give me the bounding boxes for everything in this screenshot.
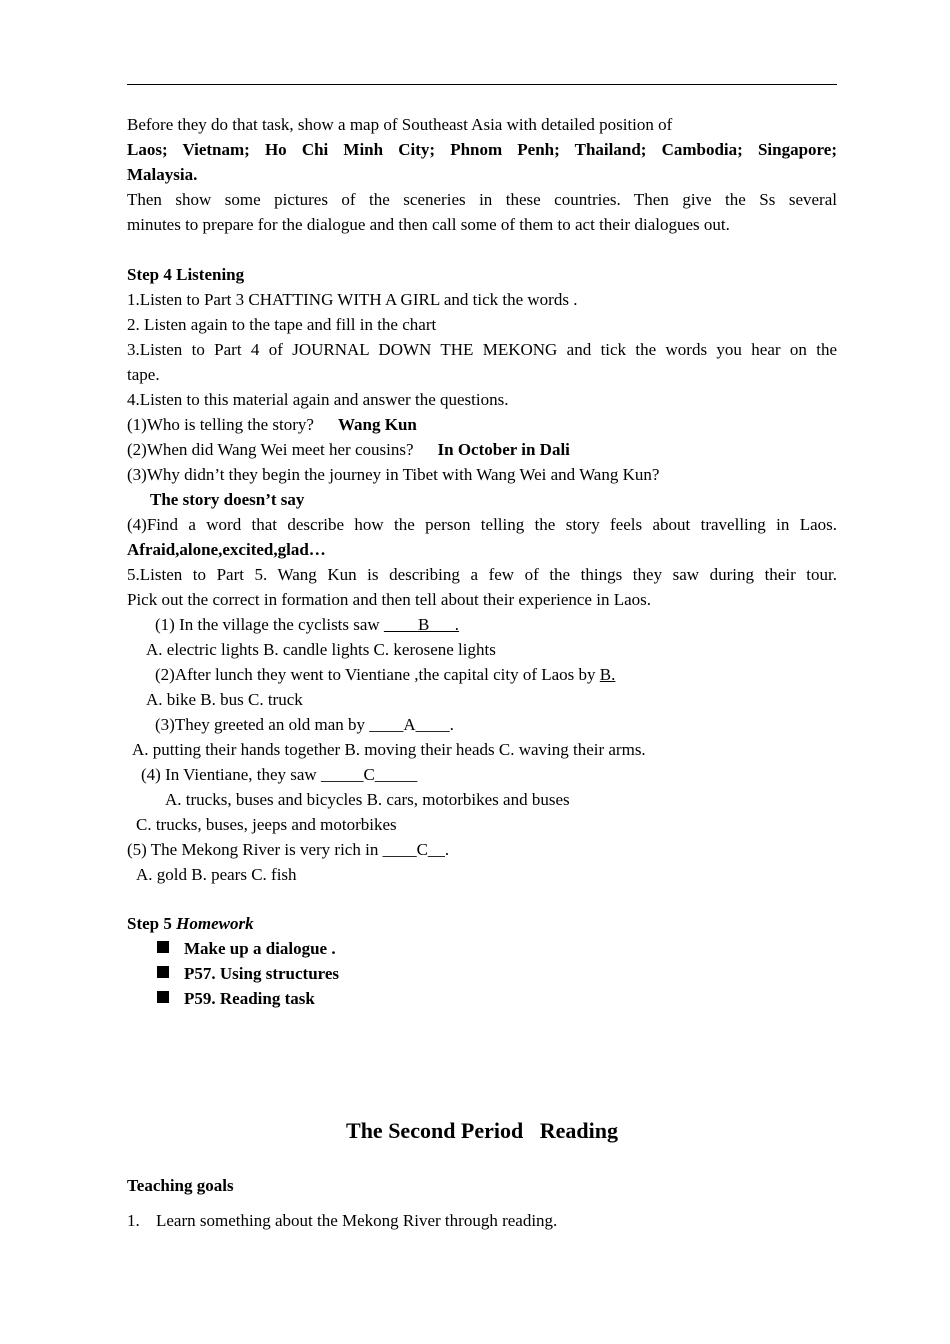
teaching-goals-heading: Teaching goals [127, 1176, 234, 1195]
mc-options-2: A. bike B. bus C. truck [146, 690, 303, 709]
step4-item-2: 2. Listen again to the tape and fill in the chart [127, 315, 437, 334]
mc-question-5-text: (5) The Mekong River is very rich in [127, 840, 383, 859]
question-3: (3)Why didn’t they begin the journey in Tibet with Wang Wei and Wang Kun? [127, 465, 660, 484]
step4-item-3-cont: tape. [127, 365, 160, 384]
question-1 [127, 412, 417, 437]
header-rule [127, 84, 837, 85]
mc-answer-3: ____A____. [369, 715, 454, 734]
mc-question-2-text: (2)After lunch they went to Vientiane ,the capital city of Laos by [155, 665, 600, 684]
step5-heading [127, 911, 254, 936]
mc-options-5: A. gold B. pears C. fish [136, 865, 297, 884]
step5-homework: Homework [176, 914, 254, 933]
square-bullet-icon [157, 991, 169, 1003]
intro-line-3: Then show some pictures of the sceneries in these countries. Then give the Ss several [127, 190, 837, 209]
intro-places-2: Malaysia. [127, 165, 198, 184]
mc-question-1-text: (1) In the village the cyclists saw [155, 615, 384, 634]
step4-item-5: 5.Listen to Part 5. Wang Kun is describing a few of the things they saw during their tour. [127, 565, 837, 584]
intro-line-4: minutes to prepare for the dialogue and then call some of them to act their dialogues out. [127, 215, 730, 234]
homework-item-2: P57. Using structures [184, 964, 340, 983]
square-bullet-icon [157, 941, 169, 953]
homework-item-3: P59. Reading task [184, 989, 315, 1008]
question-1-text: (1)Who is telling the story? [127, 415, 314, 434]
mc-question-1 [155, 612, 459, 637]
mc-question-5 [127, 837, 449, 862]
mc-question-3-text: (3)They greeted an old man by [155, 715, 370, 734]
answer-2: In October in Dali [437, 440, 570, 459]
mc-answer-2: B. [599, 665, 616, 684]
mc-answer-4: _____C_____ [320, 765, 418, 784]
goal-1-number: 1. [127, 1211, 140, 1230]
mc-question-4-text: (4) In Vientiane, they saw [141, 765, 321, 784]
homework-item-1: Make up a dialogue . [184, 939, 336, 958]
step4-item-4: 4.Listen to this material again and answer the questions. [127, 390, 509, 409]
question-4: (4)Find a word that describe how the person telling the story feels about travelling in Laos. [127, 515, 837, 534]
section-title: The Second Period Reading [346, 1118, 618, 1143]
question-2-text: (2)When did Wang Wei meet her cousins? [127, 440, 414, 459]
mc-question-4 [141, 762, 417, 787]
mc-question-3 [155, 712, 454, 737]
mc-options-1: A. electric lights B. candle lights C. kerosene lights [146, 640, 496, 659]
answer-3: The story doesn’t say [150, 490, 305, 509]
answer-1: Wang Kun [337, 415, 417, 434]
step4-item-5-cont: Pick out the correct in formation and then tell about their experience in Laos. [127, 590, 651, 609]
square-bullet-icon [157, 966, 169, 978]
mc-options-4b: C. trucks, buses, jeeps and motorbikes [136, 815, 397, 834]
step4-item-3: 3.Listen to Part 4 of JOURNAL DOWN THE MEKONG and tick the words you hear on the [127, 340, 837, 359]
goal-1: Learn something about the Mekong River through reading. [156, 1211, 558, 1230]
question-2 [127, 437, 570, 462]
step4-heading: Step 4 Listening [127, 265, 245, 284]
intro-places: Laos; Vietnam; Ho Chi Minh City; Phnom Penh; Thailand; Cambodia; Singapore; [127, 140, 837, 159]
answer-4: Afraid,alone,excited,glad… [127, 540, 326, 559]
step5-label: Step 5 [127, 914, 177, 933]
intro-line-1: Before they do that task, show a map of Southeast Asia with detailed position of [127, 115, 673, 134]
mc-options-4a: A. trucks, buses and bicycles B. cars, motorbikes and buses [165, 790, 570, 809]
step4-item-1: 1.Listen to Part 3 CHATTING WITH A GIRL and tick the words . [127, 290, 578, 309]
mc-answer-1: ____B___. [383, 615, 460, 634]
mc-question-2 [155, 662, 615, 687]
mc-options-3: A. putting their hands together B. moving their heads C. waving their arms. [132, 740, 646, 759]
mc-answer-5: ____C__. [382, 840, 450, 859]
